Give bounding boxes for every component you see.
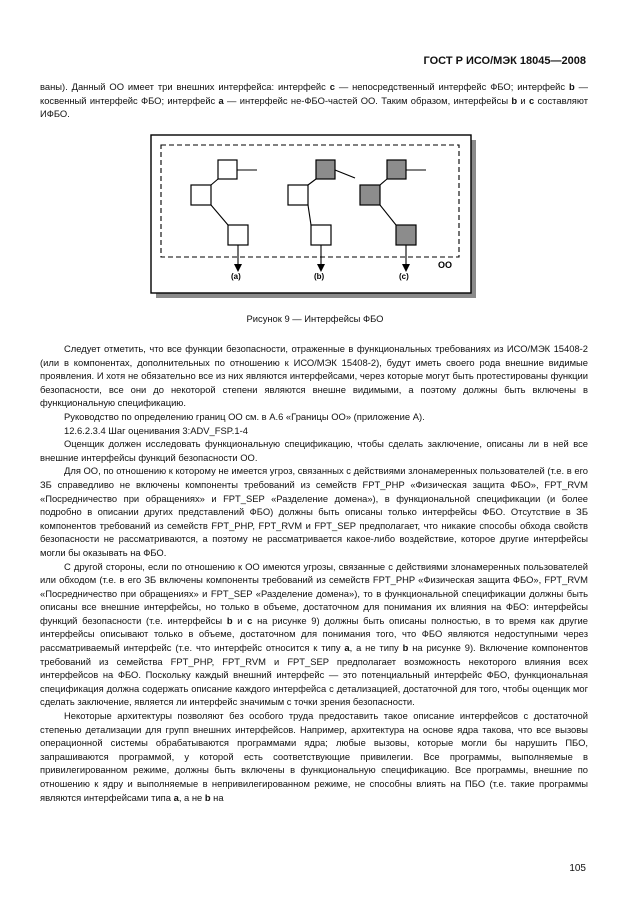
paragraph: Следует отметить, что все функции безопасности, отраженные в функциональных требованиях из ИСО/МЭК 15408-2 (или в компонентах, дополнительных по отношению к ИСО/МЭК 15408-2), будут иметь своего рода внешние видимые проявления. И хотя не обязательно все из них являются интерфейсами, через которые могут быть протестированы функции безопасности, все они до некоторой степени являются внешне видимыми, а поэтому должны быть включены в функциональную спецификацию. — [40, 343, 588, 409]
tsf-component-box — [396, 225, 416, 245]
figure-frame — [151, 135, 471, 293]
tsf-interfaces-diagram — [150, 134, 480, 302]
paragraph: Для ОО, по отношению к которому не имеется угроз, связанных с действиями злонамеренных пользователей (т.е. в его ЗБ справедливо не включены компоненты требований из семейств FPT_PHP «Физическая защита ФБО», FPT_RVM «Посредничество при обращениях» и FPT_SEP «Разделение домена»), в функциональной спецификации (и более подробно в описании других представлений ФБО) должны быть описаны только интерфейсы ФБО. Отсутствие в ЗБ компонентов требований из семейств FPT_PHP, FPT_RVM и FPT_SEP предполагает, что никакие способы обхода свойств безопасности не рассматриваются, а поэтому не рассматривается какое-либо воздействие, которое другие интерфейсы могли бы оказывать на ФБО. — [40, 465, 588, 558]
tsf-component-box — [387, 160, 406, 179]
tsf-component-box — [316, 160, 335, 179]
toe-label: ОО — [438, 260, 453, 270]
tsf-component-box — [360, 185, 380, 205]
component-box — [228, 225, 248, 245]
interface-b-label: (b) — [314, 272, 325, 281]
paragraph: Некоторые архитектуры позволяют без особого труда предоставить такое описание интерфейсов с достаточной степенью детализации для групп внешних интерфейсов. Например, архитектура на основе ядра такова, что все вызовы операционной системы обрабатываются программами ядра; любые вызовы, которые могли бы нарушить ПБО, запрашиваются программой, у которой есть соответствующие привилегии. Все программы, выполняемые в привилегированном режиме, должны быть включены в функциональную спецификацию. Все программы, внешние по отношению к ядру и выполняемые в непривилегированном режиме, не способны влиять на ПБО (т.е. такие программы являются интерфейсами типа a, а не b на — [40, 710, 588, 803]
component-box — [311, 225, 331, 245]
paragraph: Оценщик должен исследовать функциональную спецификацию, чтобы сделать заключение, описаны ли в ней все внешние интерфейсы функций безопасности ОО. — [40, 438, 588, 463]
component-box — [191, 185, 211, 205]
component-box — [288, 185, 308, 205]
section-step-heading: 12.6.2.3.4 Шаг оценивания 3:ADV_FSP.1-4 — [64, 424, 248, 436]
figure-caption: Рисунок 9 — Интерфейсы ФБО — [246, 313, 384, 324]
body-text — [40, 342, 588, 804]
paragraph: С другой стороны, если по отношению к ОО имеются угрозы, связанные с действиями злонамеренных пользователей или обходом (т.е. в его ЗБ включены компоненты требований из семейств FPT_PHP «Физическая защита ФБО», FPT_RVM «Посредничество при обращениях» и FPT_SEP «Разделение домена»), то в функциональной спецификации должны быть описаны все внешние интерфейсы, но только в объеме, достаточном для понимания их влияния на ФБО: интерфейсы функций безопасности (т.е. интерфейсы b и c на рисунке 9) должны быть описаны полностью, в то время как другие интерфейсы описывают только в объеме, достаточном для понимания того, что ФБО являются недоступными через рассматриваемый интерфейс (т.е. что интерфейс относится к типу a, а не типу b на рисунке 9). Включение компонентов требований из семейства FPT_PHP, FPT_RVM и FPT_SEP предполагает возможность некоторого влияния всех интерфейсов на ФБО. Поскольку каждый внешний интерфейс — это потенциальный интерфейс ФБО, функциональная спецификация должна содержать описание каждого интерфейса с детализацией, достаточной для того, чтобы оценщик мог сделать заключение, является ли интерфейс значимым с точки зрения безопасности. — [40, 560, 588, 708]
document-header: ГОСТ Р ИСО/МЭК 18045—2008 — [423, 55, 586, 67]
interface-a-label: (a) — [231, 272, 241, 281]
interface-c-label: (c) — [399, 272, 409, 281]
component-box — [218, 160, 237, 179]
page-number: 105 — [569, 863, 586, 874]
intro-paragraph: ваны). Данный ОО имеет три внешних интерфейса: интерфейс c — непосредственный интерфейс ФБО; интерфейс b — косвенный интерфейс ФБО; интерфейс a — интерфейс не-ФБО-частей ОО. Таким образом, интерфейсы b и c составляют ИФБО. — [40, 81, 588, 120]
paragraph: Руководство по определению границ ОО см. в А.6 «Границы ОО» (приложение А). — [64, 410, 425, 422]
